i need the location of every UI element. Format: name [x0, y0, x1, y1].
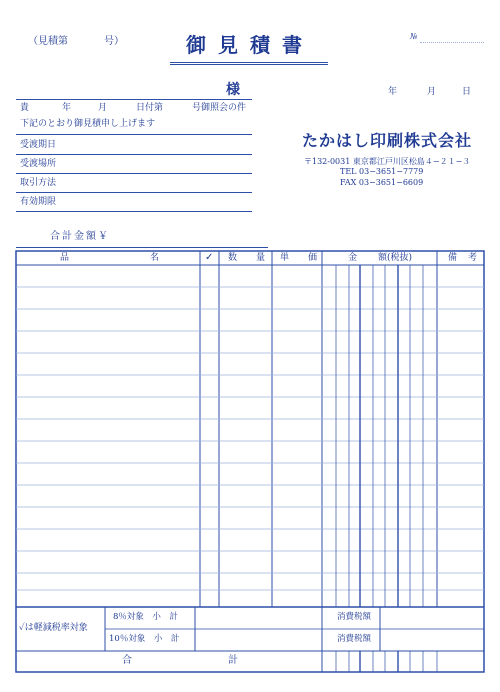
estimate-no-suffix: 号）	[104, 36, 124, 47]
header-unit-a: 単	[280, 253, 290, 263]
date-day: 日	[462, 87, 472, 97]
estimate-no-prefix: （見積第	[28, 36, 68, 47]
condition-validity: 有効期限	[20, 197, 57, 207]
number-mark: №	[410, 32, 418, 41]
tax-label-1: 消費税額	[337, 612, 372, 622]
company-tel: TEL 03−3651−7779	[340, 167, 424, 176]
condition-payment-method: 取引方法	[20, 178, 57, 188]
recipient-honorific: 様	[226, 82, 240, 98]
ref-ki: 貴	[20, 103, 30, 113]
reduced-rate-label: ✓は軽減税率対象	[19, 623, 88, 633]
grand-total-a: 合	[122, 655, 132, 666]
condition-delivery-date: 受渡期日	[20, 140, 57, 150]
header-quantity-b: 量	[256, 253, 266, 263]
header-item: 品	[60, 253, 70, 263]
subtotal-8-label: 8％対象 小 計	[113, 612, 178, 622]
header-name: 名	[150, 253, 160, 263]
company-address: 〒132-0031 東京都江戸川区松島４−２１−３	[304, 157, 471, 166]
header-amount-a: 金	[348, 253, 358, 263]
condition-delivery-place: 受渡場所	[20, 159, 57, 169]
date-year: 年	[388, 87, 398, 97]
page-title: 御見積書	[186, 33, 314, 57]
header-notes-b: 考	[468, 253, 478, 263]
company-fax: FAX 03−3651−6609	[340, 178, 424, 187]
ref-hidzuke: 日付第	[136, 103, 164, 113]
header-quantity-a: 数	[228, 253, 238, 263]
header-notes-a: 備	[448, 253, 458, 263]
header-unit-b: 価	[308, 253, 318, 263]
ref-tsuki: 月	[98, 103, 108, 113]
ref-nen: 年	[62, 103, 72, 113]
ref-goshoukai: 号御照会の件	[192, 103, 247, 113]
total-amount-label: 合計金額￥	[50, 231, 110, 242]
header-check: ✓	[205, 252, 214, 263]
tax-label-2: 消費税額	[337, 634, 372, 644]
company-name: たかはし印刷株式会社	[302, 131, 473, 150]
header-amount-b: 額(税抜)	[378, 253, 413, 263]
intro-text: 下記のとおり御見積申し上げます	[20, 119, 156, 129]
date-month: 月	[427, 87, 437, 97]
subtotal-10-label: 10％対象 小 計	[109, 634, 180, 644]
grand-total-b: 計	[228, 655, 238, 666]
